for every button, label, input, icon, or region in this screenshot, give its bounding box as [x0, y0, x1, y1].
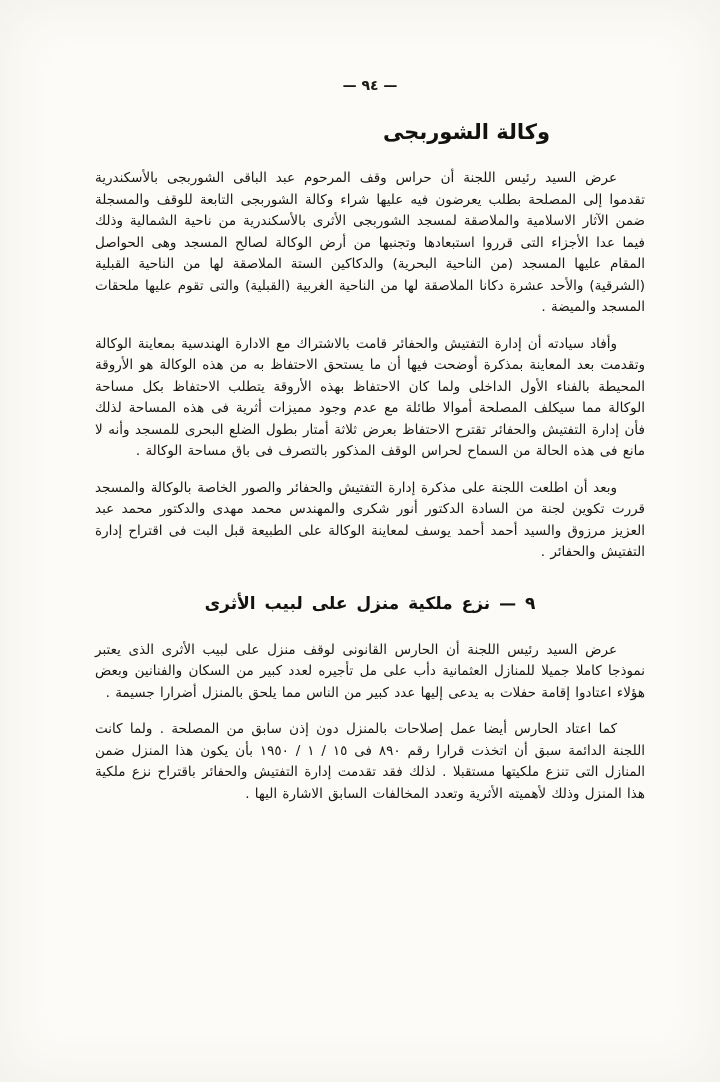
page-number: — ٩٤ — — [342, 78, 398, 94]
paragraph: كما اعتاد الحارس أيضا عمل إصلاحات بالمنزل دون إذن سابق من المصلحة . ولما كانت اللجنة الدائمة سبق أن اتخذت قرارا رقم ٨٩٠ فى ١٥ / ١ / ١٩٥٠ بأن يكون هذا المنزل ضمن المنازل التى تنزع ملكيتها مستقبلا . لذلك فقد تقدمت إدارة التفتيش والحفائر باقتراح نزع ملكية هذا المنزل وذلك لأهميته الأثرية وتعدد المخالفات السابق الاشارة اليها . — [95, 721, 645, 802]
paragraph: عرض السيد رئيس اللجنة أن حراس وقف المرحوم عبد الباقى الشوربجى بالأسكندرية تقدموا إلى المصلحة بطلب يعرضون فيه عليها شراء وكالة الشوربجى التابعة للوقف والمسجلة ضمن الآثار الاسلامية والملاصقة لمسجد الشوربجى الأثرى بالأسكندرية من ناحية الشمالية وذلك فيما عدا الأجزاء التى قرروا استبعادها وتجنبها من أرض الوكالة لصالح المسجد وهى الحواصل المقام عليها المسجد (من الناحية البحرية) والدكاكين الستة الملاصقة لها من الناحية القبلية (الشرقية) والأحد عشرة دكانا الملاصقة لها من الناحية الغربية (القبلية) والتى تقوم عليها ملحقات المسجد والميضة . — [95, 170, 645, 315]
section-heading: ٩ — نزع ملكية منزل على لبيب الأثرى — [204, 593, 536, 614]
paragraph: وبعد أن اطلعت اللجنة على مذكرة إدارة التفتيش والحفائر والصور الخاصة بالوكالة والمسجد قررت تكوين لجنة من السادة الدكتور أنور شكرى والمهندس محمد مهدى والدكتور محمد عبد العزيز مرزوق والسيد أحمد أحمد يوسف لمعاينة الوكالة على الطبيعة قبل البت فى اقتراح إدارة التفتيش والحفائر . — [95, 479, 645, 560]
document-title: وكالة الشوربجى — [382, 120, 550, 144]
paragraph: عرض السيد رئيس اللجنة أن الحارس القانونى لوقف منزل على لبيب الأثرى الذى يعتبر نموذجا كاملا جميلا للمنازل العثمانية دأب على مل تأجيره لعدد كبير من السكان والفنانين وبعض هؤلاء اعتادوا إقامة حفلات به يدعى إليها عدد كبير من الناس مما يلحق بالمنزل أضرارا جسيمة . — [95, 641, 645, 701]
paragraph: وأفاد سيادته أن إدارة التفتيش والحفائر قامت بالاشتراك مع الادارة الهندسية بمعاينة الوكالة وتقدمت بعد المعاينة بمذكرة أوضحت فيها أن ما يستحق الاحتفاظ به من هذه الوكالة هو الأروقة المحيطة بالفناء الأول الداخلى ولما كان الاحتفاظ بهذه الأروقة يتطلب الاحتفاظ بكل مساحة الوكالة مما سيكلف المصلحة أموالا طائلة مع عدم وجود مميزات أثرية فى هذه المساحة لذلك فأن إدارة التفتيش والحفائر تقترح الاحتفاظ بعرض ثلاثة أمتار بطول الضلع البحرى للمسجد وأنه لا مانع فى هذه الحالة من السماح لحراس الوقف المذكور بالتصرف فى باق مساحة الوكالة . — [95, 335, 645, 459]
